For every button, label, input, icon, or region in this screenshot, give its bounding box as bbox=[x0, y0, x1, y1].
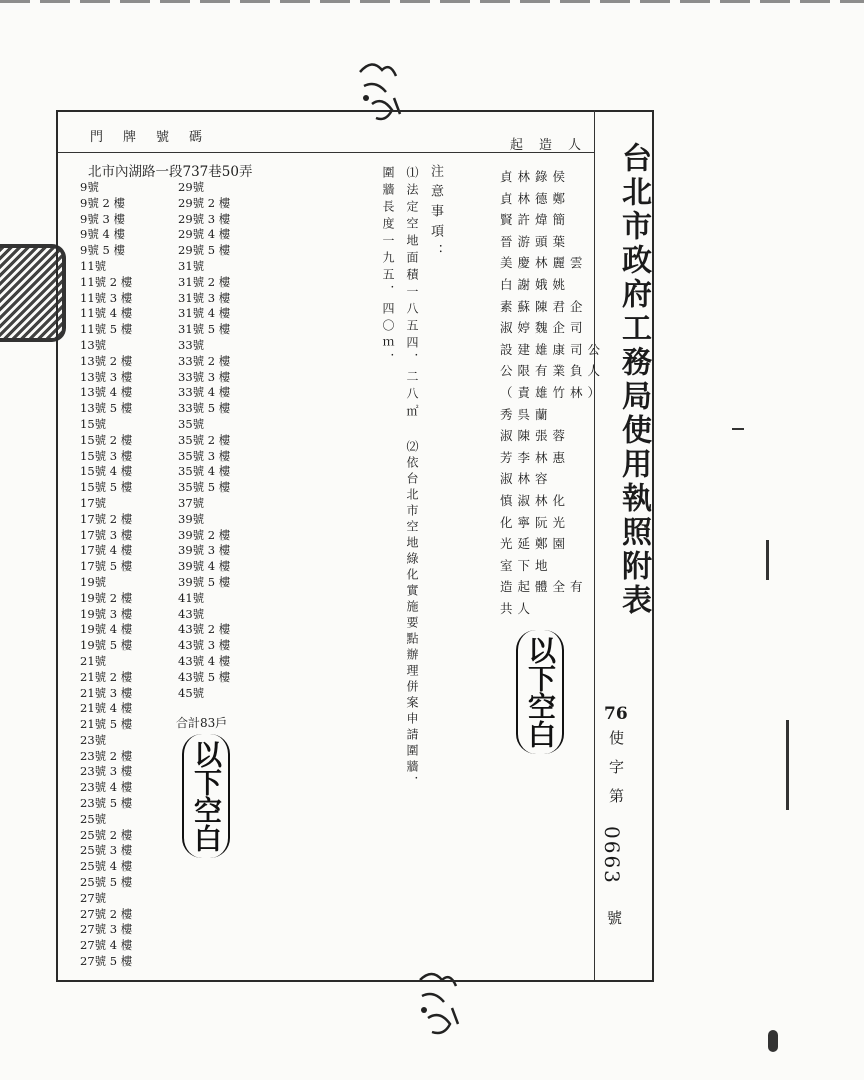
door-number-item: 35號 bbox=[178, 416, 205, 431]
blank-below-stamp-left: 以下空白 bbox=[182, 734, 230, 858]
applicant-row: 設建雄康司公 bbox=[500, 341, 606, 357]
door-number-item: 21號 3 樓 bbox=[80, 685, 133, 700]
applicant-row: 慎淑林化 bbox=[500, 492, 571, 508]
margin-mark bbox=[732, 428, 744, 430]
door-number-item: 27號 3 樓 bbox=[80, 922, 133, 937]
door-number-item: 17號 2 樓 bbox=[80, 511, 133, 526]
door-number-item: 23號 4 樓 bbox=[80, 780, 133, 795]
door-number-item: 15號 5 樓 bbox=[80, 480, 133, 495]
door-numbers-column-1 bbox=[80, 180, 132, 970]
applicant-row: 淑婷魏企司 bbox=[500, 320, 588, 336]
door-number-item: 43號 5 樓 bbox=[178, 669, 231, 684]
door-number-item: 15號 3 樓 bbox=[80, 448, 133, 463]
door-number-item: 13號 2 樓 bbox=[80, 353, 133, 368]
door-number-item: 39號 3 樓 bbox=[178, 543, 231, 558]
door-number-item: 37號 bbox=[178, 495, 205, 510]
door-number-item: 11號 3 樓 bbox=[80, 290, 133, 305]
margin-mark bbox=[786, 720, 789, 810]
door-number-item: 19號 bbox=[80, 574, 107, 589]
door-number-item: 19號 5 樓 bbox=[80, 638, 133, 653]
door-number-item: 15號 4 樓 bbox=[80, 464, 133, 479]
door-number-item: 23號 2 樓 bbox=[80, 748, 133, 763]
door-number-item: 9號 4 樓 bbox=[80, 227, 125, 242]
door-number-item: 41號 bbox=[178, 590, 205, 605]
door-number-item: 35號 3 樓 bbox=[178, 448, 231, 463]
door-number-item: 43號 bbox=[178, 606, 205, 621]
door-number-item: 9號 5 樓 bbox=[80, 243, 125, 258]
door-number-item: 33號 4 樓 bbox=[178, 385, 231, 400]
door-number-item: 25號 2 樓 bbox=[80, 827, 133, 842]
door-number-item: 31號 4 樓 bbox=[178, 306, 231, 321]
door-number-item: 13號 bbox=[80, 337, 107, 352]
door-number-item: 35號 4 樓 bbox=[178, 464, 231, 479]
door-number-item: 15號 bbox=[80, 416, 107, 431]
door-number-item: 17號 5 樓 bbox=[80, 559, 133, 574]
door-number-item: 21號 bbox=[80, 653, 107, 668]
door-number-item: 43號 2 樓 bbox=[178, 622, 231, 637]
margin-mark bbox=[766, 540, 769, 580]
door-number-item: 23號 bbox=[80, 732, 107, 747]
door-number-item: 39號 5 樓 bbox=[178, 574, 231, 589]
notice-item-1-cont: 圍牆長度一九五．四〇ｍ． bbox=[381, 166, 395, 370]
door-number-item: 29號 4 樓 bbox=[178, 227, 231, 242]
door-number-item: 29號 2 樓 bbox=[178, 195, 231, 210]
door-number-item: 9號 bbox=[80, 180, 99, 194]
door-number-item: 39號 4 樓 bbox=[178, 559, 231, 574]
door-number-item: 13號 5 樓 bbox=[80, 401, 133, 416]
door-number-item: 35號 2 樓 bbox=[178, 432, 231, 447]
door-number-item: 31號 3 樓 bbox=[178, 290, 231, 305]
door-number-item: 17號 bbox=[80, 495, 107, 510]
door-number-item: 33號 2 樓 bbox=[178, 353, 231, 368]
door-number-item: 19號 2 樓 bbox=[80, 590, 133, 605]
applicant-row: 賢許煒簡 bbox=[500, 212, 571, 228]
door-number-header: 門牌號碼 bbox=[90, 130, 223, 145]
door-number-item: 11號 2 樓 bbox=[80, 274, 133, 289]
applicant-row: 淑陳張蓉 bbox=[500, 428, 571, 444]
scan-top-edge bbox=[0, 0, 864, 3]
door-number-item: 11號 5 樓 bbox=[80, 322, 133, 337]
door-number-item: 35號 5 樓 bbox=[178, 480, 231, 495]
door-number-item: 43號 3 樓 bbox=[178, 638, 231, 653]
door-number-item: 11號 4 樓 bbox=[80, 306, 133, 321]
door-number-item: 33號 3 樓 bbox=[178, 369, 231, 384]
door-number-item: 19號 4 樓 bbox=[80, 622, 133, 637]
door-number-item: 27號 bbox=[80, 890, 107, 905]
door-number-item: 17號 4 樓 bbox=[80, 543, 133, 558]
door-number-item: 9號 2 樓 bbox=[80, 195, 125, 210]
door-number-item: 33號 5 樓 bbox=[178, 401, 231, 416]
applicant-row: 素蘇陳君企 bbox=[500, 298, 588, 314]
household-total: 合計83戶 bbox=[176, 716, 228, 730]
door-number-item: 15號 2 樓 bbox=[80, 432, 133, 447]
door-number-item: 43號 4 樓 bbox=[178, 653, 231, 668]
applicant-row: 貞林錄侯 bbox=[500, 169, 571, 184]
door-number-item: 25號 bbox=[80, 811, 107, 826]
door-number-item: 25號 5 樓 bbox=[80, 875, 133, 890]
applicant-row: 美慶林麗雲 bbox=[500, 255, 588, 271]
door-number-item: 33號 bbox=[178, 337, 205, 352]
door-number-item: 23號 3 樓 bbox=[80, 764, 133, 779]
applicant-row: 白謝娥姚 bbox=[500, 276, 571, 292]
door-number-item: 29號 3 樓 bbox=[178, 211, 231, 226]
applicant-row: 公限有業負人 bbox=[500, 363, 606, 379]
applicant-list bbox=[500, 166, 605, 619]
door-number-item: 29號 5 樓 bbox=[178, 243, 231, 258]
applicant-row: 室下地 bbox=[500, 557, 553, 573]
door-number-item: 27號 4 樓 bbox=[80, 938, 133, 953]
door-number-item: 31號 2 樓 bbox=[178, 274, 231, 289]
door-number-item: 13號 3 樓 bbox=[80, 369, 133, 384]
door-number-item: 13號 4 樓 bbox=[80, 385, 133, 400]
address-line: 北市內湖路一段737巷50弄 bbox=[88, 164, 253, 180]
door-number-item: 25號 3 樓 bbox=[80, 843, 133, 858]
door-number-item: 21號 5 樓 bbox=[80, 717, 133, 732]
door-number-item: 21號 2 樓 bbox=[80, 669, 133, 684]
applicant-row: 化寧阮光 bbox=[500, 514, 571, 530]
applicant-row: 晉游頭葉 bbox=[500, 233, 571, 249]
door-number-item: 39號 2 樓 bbox=[178, 527, 231, 542]
applicant-row: 秀呉蘭 bbox=[500, 406, 553, 422]
notice-item-2: ⑵依台北市空地綠化實施要點辦理併案申請圍牆． bbox=[405, 440, 419, 792]
applicant-header: 起造人 bbox=[510, 138, 598, 153]
applicant-row: 淑林容 bbox=[500, 471, 553, 487]
applicant-row: 造起體全有 bbox=[500, 579, 588, 595]
applicant-row: 光延鄭園 bbox=[500, 536, 571, 552]
door-numbers-column-2 bbox=[178, 180, 230, 701]
door-number-item: 45號 bbox=[178, 685, 205, 700]
blank-below-stamp-right: 以下空白 bbox=[516, 630, 564, 754]
applicant-row: 共人 bbox=[500, 600, 536, 616]
door-number-item: 31號 5 樓 bbox=[178, 322, 231, 337]
permit-number: 0663 bbox=[600, 826, 624, 885]
door-number-item: 27號 5 樓 bbox=[80, 954, 133, 969]
notice-item-1: ⑴法定空地面積一八五四．二八㎡ bbox=[405, 166, 419, 421]
notice-header: 注意事項： bbox=[428, 164, 443, 264]
door-number-item: 29號 bbox=[178, 180, 205, 194]
applicant-row: 貞林德鄭 bbox=[500, 190, 571, 206]
door-number-item: 31號 bbox=[178, 258, 205, 273]
applicant-row: （責雄竹林） bbox=[500, 384, 606, 400]
permit-prefix: 76 bbox=[604, 704, 628, 724]
page-title: 台北市政府工務局使用執照附表 bbox=[616, 142, 651, 618]
door-number-item: 23號 5 樓 bbox=[80, 796, 133, 811]
door-number-item: 19號 3 樓 bbox=[80, 606, 133, 621]
door-number-item: 25號 4 樓 bbox=[80, 859, 133, 874]
permit-suffix: 號 bbox=[605, 910, 623, 925]
door-number-item: 27號 2 樓 bbox=[80, 906, 133, 921]
applicant-row: 芳李林惠 bbox=[500, 449, 571, 465]
door-number-item: 11號 bbox=[80, 258, 107, 273]
door-number-item: 39號 bbox=[178, 511, 205, 526]
door-number-item: 9號 3 樓 bbox=[80, 211, 125, 226]
door-number-item: 21號 4 樓 bbox=[80, 701, 133, 716]
permit-char: 使字第 bbox=[607, 730, 625, 817]
margin-mark bbox=[768, 1030, 778, 1052]
door-number-item: 17號 3 樓 bbox=[80, 527, 133, 542]
